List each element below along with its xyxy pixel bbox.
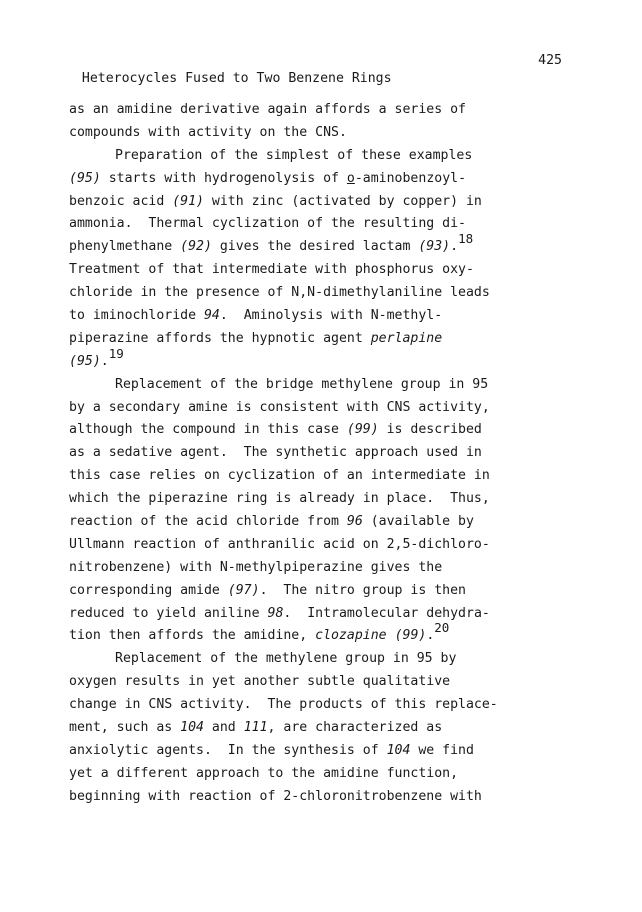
text-line: as an amidine derivative again affords a series of [69,102,466,117]
text-line: phenylmethane (92) gives the desired lactam (93).$^{18}$ [69,231,474,255]
compound-ref: (92) [180,239,212,255]
text-line: to iminochloride 94. Aminolysis with N-methyl- [69,308,443,324]
text-line: change in CNS activity. The products of this replace- [69,697,498,713]
compound-ref: 94 [203,308,220,324]
text-line: tion then affords the amidine, clozapine (99).$^{20}$ [69,620,450,644]
text-line: nitrobenzene) with N-methylpiperazine gives the [69,559,443,575]
drug-name: perlapine [370,330,443,346]
ortho-prefix: o [346,170,355,186]
text-line: although the compound in this case (99) is described [69,422,482,438]
running-title: Heterocycles Fused to Two Benzene Rings [81,71,392,86]
compound-ref: (99) [346,422,379,438]
text-line: reduced to yield aniline 98. Intramolecular dehydra- [69,605,490,621]
running-header [66,52,562,106]
text-line: Ullmann reaction of anthranilic acid on 2,5-dichloro- [69,536,490,552]
footnote-ref: 18 [458,231,474,247]
footnote-ref: 20 [434,620,450,636]
paragraph-start: Replacement of the methylene group in 95 by [115,651,457,667]
text-line: which the piperazine ring is already in place. Thus, [69,491,490,507]
compound-ref: (99) [394,628,427,644]
text-line: as a sedative agent. The synthetic approach used in [69,445,482,461]
text-line: benzoic acid (91) with zinc (activated by copper) in [69,193,482,209]
page-number: 425 [538,53,562,68]
text-line: (95) starts with hydrogenolysis of o-aminobenzoyl- [69,170,467,186]
text-line: (95).$^{19}$ [69,345,124,369]
text-line: reaction of the acid chloride from 96 (available by [69,514,474,530]
compound-ref: (97) [227,582,260,598]
text-line: chloride in the presence of N,N-dimethylaniline leads [69,285,490,301]
compound-ref: 104 [180,720,204,736]
compound-ref: 98 [267,605,284,621]
text-line: ment, such as 104 and 111, are characterized as [69,720,443,736]
compound-ref: 104 [386,742,411,758]
drug-name: clozapine [315,628,387,644]
text-line: corresponding amide (97). The nitro group is then [69,582,466,598]
text-line: ammonia. Thermal cyclization of the resulting di- [69,216,466,232]
footnote-ref: 19 [108,345,124,361]
text-line: yet a different approach to the amidine function, [69,765,459,781]
text-line: by a secondary amine is consistent with CNS activity, [69,399,490,415]
paragraph-start: Preparation of the simplest of these examples [115,147,473,163]
compound-ref: 111 [243,720,268,736]
compound-ref: (91) [172,193,204,209]
text-line: anxiolytic agents. In the synthesis of 104 we find [69,742,474,758]
text-line: piperazine affords the hypnotic agent perlapine [69,330,443,346]
compound-ref: (95) [69,353,101,369]
text-line: beginning with reaction of 2-chloronitrobenzene with [69,788,482,804]
text-line: this case relies on cyclization of an intermediate in [69,468,490,484]
text-line: oxygen results in yet another subtle qualitative [69,674,451,690]
paragraph-start: Replacement of the bridge methylene group in 95 [115,376,489,392]
text-line: compounds with activity on the CNS. [69,124,347,140]
body-text [69,99,569,809]
compound-ref: (95) [69,170,101,186]
compound-ref: (93) [418,239,451,255]
compound-ref: 96 [346,514,363,530]
text-line: Treatment of that intermediate with phosphorus oxy- [69,262,474,278]
